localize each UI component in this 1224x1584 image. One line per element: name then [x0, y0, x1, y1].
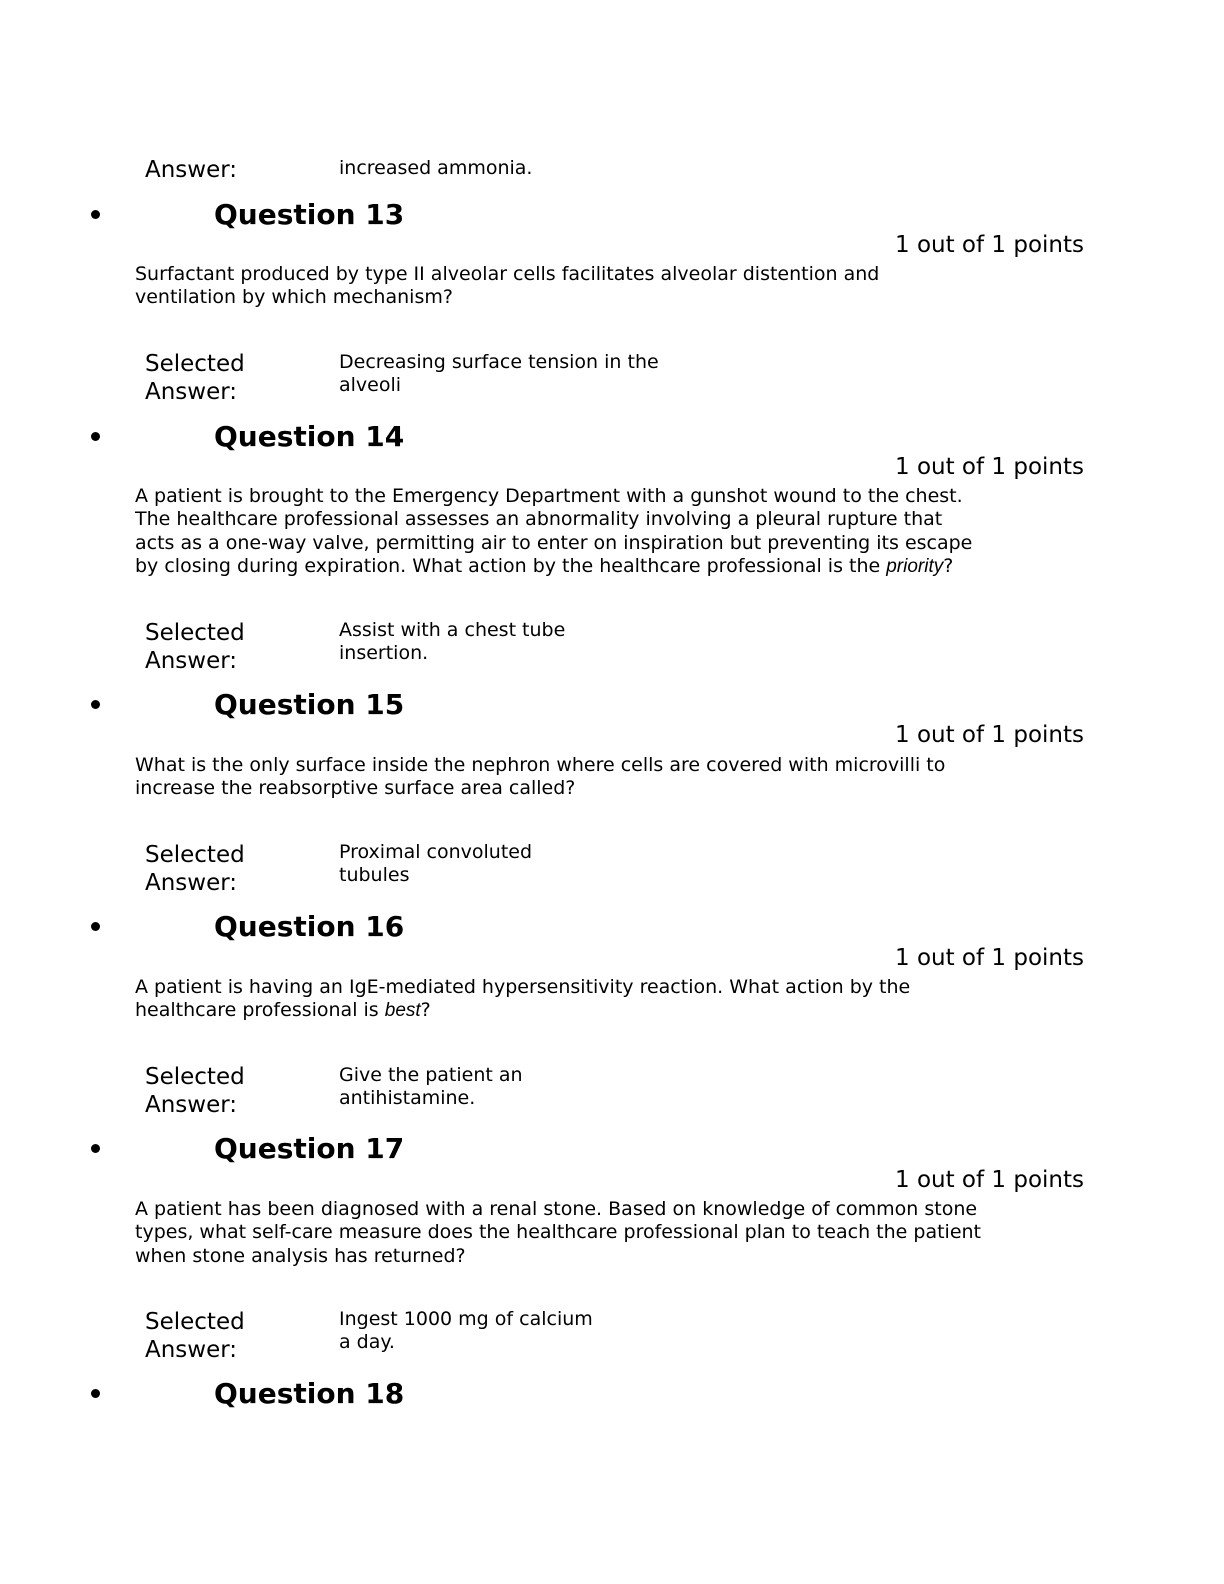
- question-text-line: What is the only surface inside the nephron where cells are covered with microvilli to: [135, 754, 946, 776]
- selected-label-line: Selected: [145, 620, 245, 646]
- selected-label-line: Answer:: [145, 648, 238, 674]
- selected-answer-value: [339, 841, 532, 887]
- question-text-segment: ?: [943, 555, 954, 578]
- selected-label-line: Selected: [145, 351, 245, 377]
- question-title: Question 17: [214, 1132, 405, 1165]
- question-text-line: Surfactant produced by type II alveolar cells facilitates alveolar distention and: [135, 263, 880, 285]
- question-text-line: increase the reabsorptive surface area called?: [135, 777, 576, 800]
- selected-answer-label: [145, 1063, 245, 1119]
- question-text-emphasis: best: [384, 1000, 421, 1022]
- question-text-line: A patient is having an IgE-mediated hypersensitivity reaction. What action by the: [135, 976, 911, 998]
- selected-label-line: Answer:: [145, 1092, 238, 1118]
- question-text: [135, 263, 879, 310]
- bullet-icon: [91, 210, 100, 219]
- answer-line: tubules: [339, 864, 410, 886]
- answer-value: increased ammonia.: [339, 157, 533, 179]
- question-text-line: A patient has been diagnosed with a renal stone. Based on knowledge of common stone: [135, 1198, 978, 1220]
- selected-answer-value: [339, 351, 659, 397]
- answer-line: Assist with a chest tube: [339, 619, 566, 641]
- question-text: [135, 976, 910, 1023]
- question-text-line: when stone analysis has returned?: [135, 1244, 466, 1267]
- bullet-icon: [91, 1144, 100, 1153]
- question-text-segment: healthcare professional is: [135, 999, 385, 1022]
- bullet-icon: [91, 432, 100, 441]
- question-text-line: ventilation by which mechanism?: [135, 286, 453, 309]
- question-text-segment: ?: [420, 999, 431, 1022]
- selected-answer-label: [145, 619, 245, 675]
- bullet-icon: [91, 1389, 100, 1398]
- selected-answer-label: [145, 350, 245, 406]
- answer-line: Decreasing surface tension in the: [339, 351, 659, 373]
- question-points: 1 out of 1 points: [895, 945, 1084, 971]
- question-text: [135, 1198, 981, 1268]
- answer-line: Proximal convoluted: [339, 841, 533, 863]
- question-title: Question 14: [214, 420, 405, 453]
- question-text-line: [135, 999, 910, 1022]
- question-text-segment: by closing during expiration. What action by the healthcare professional is the: [135, 555, 887, 578]
- question-title: Question 13: [214, 198, 405, 231]
- question-text-line: [135, 555, 972, 578]
- selected-label-line: Selected: [145, 1064, 245, 1090]
- question-points: 1 out of 1 points: [895, 454, 1084, 480]
- question-title: Question 16: [214, 910, 405, 943]
- question-title: Question 18: [214, 1377, 405, 1410]
- question-points: 1 out of 1 points: [895, 722, 1084, 748]
- question-text-line: The healthcare professional assesses an abnormality involving a pleural rupture that: [135, 508, 943, 531]
- selected-answer-value: [339, 1064, 523, 1110]
- selected-label-line: Selected: [145, 842, 245, 868]
- answer-line: antihistamine.: [339, 1087, 476, 1109]
- question-text-line: A patient is brought to the Emergency Department with a gunshot wound to the chest.: [135, 485, 963, 507]
- answer-line: insertion.: [339, 642, 429, 664]
- question-title: Question 15: [214, 688, 405, 721]
- selected-answer-label: [145, 1308, 245, 1364]
- question-text: [135, 485, 972, 579]
- selected-label-line: Answer:: [145, 870, 238, 896]
- question-text-emphasis: priority: [886, 556, 944, 578]
- question-text-line: acts as a one-way valve, permitting air to enter on inspiration but preventing its escape: [135, 531, 973, 554]
- selected-label-line: Answer:: [145, 1337, 238, 1363]
- answer-line: Give the patient an: [339, 1064, 523, 1086]
- selected-label-line: Answer:: [145, 379, 238, 405]
- question-points: 1 out of 1 points: [895, 1167, 1084, 1193]
- selected-answer-label: [145, 841, 245, 897]
- bullet-icon: [91, 922, 100, 931]
- question-text-line: types, what self-care measure does the healthcare professional plan to teach the patient: [135, 1221, 982, 1244]
- answer-label: Answer:: [145, 157, 238, 183]
- answer-line: a day.: [339, 1331, 395, 1353]
- answer-line: alveoli: [339, 374, 402, 396]
- selected-answer-value: [339, 619, 565, 665]
- selected-answer-value: [339, 1308, 593, 1354]
- selected-label-line: Selected: [145, 1309, 245, 1335]
- bullet-icon: [91, 700, 100, 709]
- question-points: 1 out of 1 points: [895, 232, 1084, 258]
- answer-line: Ingest 1000 mg of calcium: [339, 1308, 593, 1330]
- question-text: [135, 754, 945, 801]
